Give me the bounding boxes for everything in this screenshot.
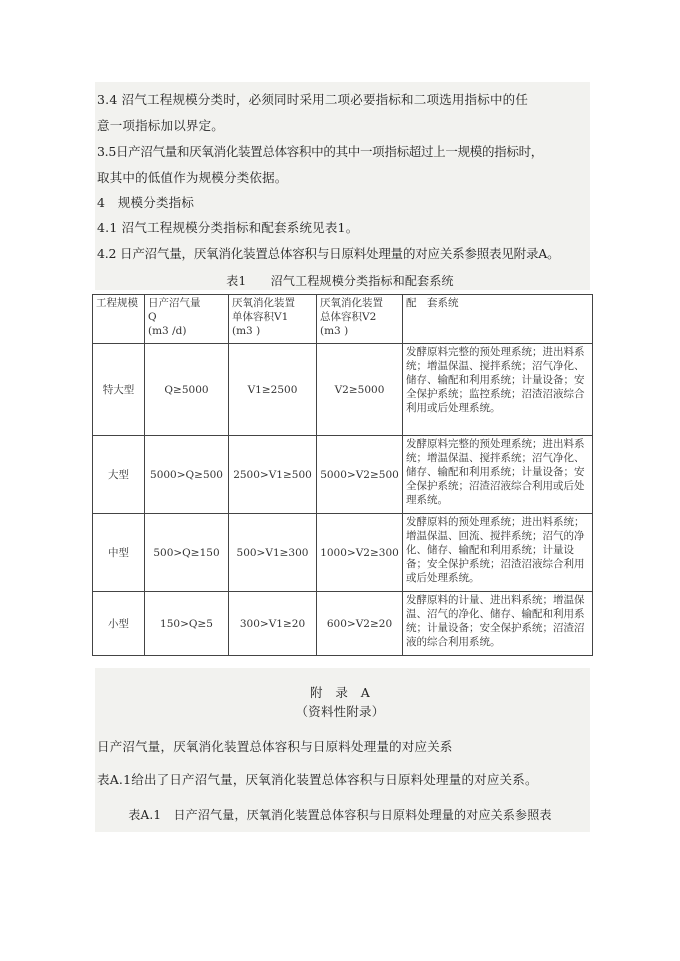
paragraph-4-2: 4.2 日产沼气量，厌氧消化装置总体容积与日原料处理量的对应关系参照表见附录A。 xyxy=(97,246,560,261)
header-unit-volume xyxy=(229,295,317,344)
header-total-volume-line2: 总体容积V2 xyxy=(320,311,377,323)
row-unit-volume: 2500>V1≥500 xyxy=(229,436,317,514)
table-header-row xyxy=(93,295,593,344)
row-supporting-system: 发酵原料完整的预处理系统；进出料系统；增温保温、搅拌系统；沼气净化、储存、输配和利用系统；计量设备；安全保护系统；沼渣沼液综合利用或后处理系统。 xyxy=(403,436,593,514)
table-row xyxy=(93,514,593,592)
header-daily-gas-line3: (m3 /d) xyxy=(148,325,187,337)
table1-caption: 表1 沼气工程规模分类指标和配套系统 xyxy=(226,274,454,288)
header-daily-gas-line1: 日产沼气量 xyxy=(148,297,201,309)
appendix-subtitle: （资料性附录） xyxy=(295,704,385,719)
row-supporting-system: 发酵原料的预处理系统；进出料系统；增温保温、回流、搅拌系统；沼气的净化、储存、输配和利用系统；计量设备；安全保护系统；沼渣沼液综合利用或后处理系统。 xyxy=(403,514,593,592)
table-row xyxy=(93,592,593,656)
row-daily-gas: 150>Q≥5 xyxy=(145,592,229,656)
paragraph-3-5-line1: 3.5日产沼气量和厌氧消化装置总体容积中的其中一项指标超过上一规模的指标时， xyxy=(97,144,543,159)
table-row xyxy=(93,436,593,514)
paragraph-3-5-line2: 取其中的低值作为规模分类依据。 xyxy=(97,170,288,185)
paragraph-3-4-line1: 3.4 沼气工程规模分类时，必须同时采用二项必要指标和二项选用指标中的任 xyxy=(97,92,529,107)
row-daily-gas: 5000>Q≥500 xyxy=(145,436,229,514)
header-daily-gas-line2: Q xyxy=(148,311,157,323)
header-unit-volume-line1: 厌氧消化装置 xyxy=(232,297,295,309)
paragraph-3-4-line2: 意一项指标加以界定。 xyxy=(97,118,225,133)
row-scale: 中型 xyxy=(93,514,145,592)
appendix-intro: 表A.1给出了日产沼气量，厌氧消化装置总体容积与日原料处理量的对应关系。 xyxy=(97,772,538,787)
row-total-volume: 5000>V2≥500 xyxy=(317,436,403,514)
row-scale: 大型 xyxy=(93,436,145,514)
row-unit-volume: 300>V1≥20 xyxy=(229,592,317,656)
table-row xyxy=(93,344,593,436)
row-unit-volume: V1≥2500 xyxy=(229,344,317,436)
header-scale: 工程规模 xyxy=(93,295,145,344)
scale-classification-table xyxy=(92,294,593,656)
row-scale: 特大型 xyxy=(93,344,145,436)
header-total-volume xyxy=(317,295,403,344)
row-total-volume: 600>V2≥20 xyxy=(317,592,403,656)
header-daily-gas xyxy=(145,295,229,344)
header-total-volume-line3: (m3 ) xyxy=(320,325,349,337)
appendix-heading: 日产沼气量，厌氧消化装置总体容积与日原料处理量的对应关系 xyxy=(97,739,453,754)
appendix-title: 附 录 A xyxy=(309,685,371,700)
header-unit-volume-line3: (m3 ) xyxy=(232,325,261,337)
paragraph-4-1: 4.1 沼气工程规模分类指标和配套系统见表1。 xyxy=(97,220,359,235)
section-4-heading: 4 规模分类指标 xyxy=(97,195,195,210)
row-scale: 小型 xyxy=(93,592,145,656)
row-daily-gas: 500>Q≥150 xyxy=(145,514,229,592)
header-supporting-system: 配 套系统 xyxy=(403,295,593,344)
header-unit-volume-line2: 单体容积V1 xyxy=(232,311,289,323)
row-daily-gas: Q≥5000 xyxy=(145,344,229,436)
row-supporting-system: 发酵原料的计量、进出料系统；增温保温、沼气的净化、储存、输配和利用系统；计量设备；安全保护系统；沼渣沼液的综合利用系统。 xyxy=(403,592,593,656)
row-supporting-system: 发酵原料完整的预处理系统；进出料系统；增温保温、搅拌系统；沼气净化、储存、输配和利用系统；计量设备；安全保护系统；监控系统；沼渣沼液综合利用或后处理系统。 xyxy=(403,344,593,436)
row-total-volume: V2≥5000 xyxy=(317,344,403,436)
header-total-volume-line1: 厌氧消化装置 xyxy=(320,297,383,309)
row-total-volume: 1000>V2≥300 xyxy=(317,514,403,592)
row-unit-volume: 500>V1≥300 xyxy=(229,514,317,592)
table-a1-caption: 表A.1 日产沼气量，厌氧消化装置总体容积与日原料处理量的对应关系参照表 xyxy=(128,808,552,822)
